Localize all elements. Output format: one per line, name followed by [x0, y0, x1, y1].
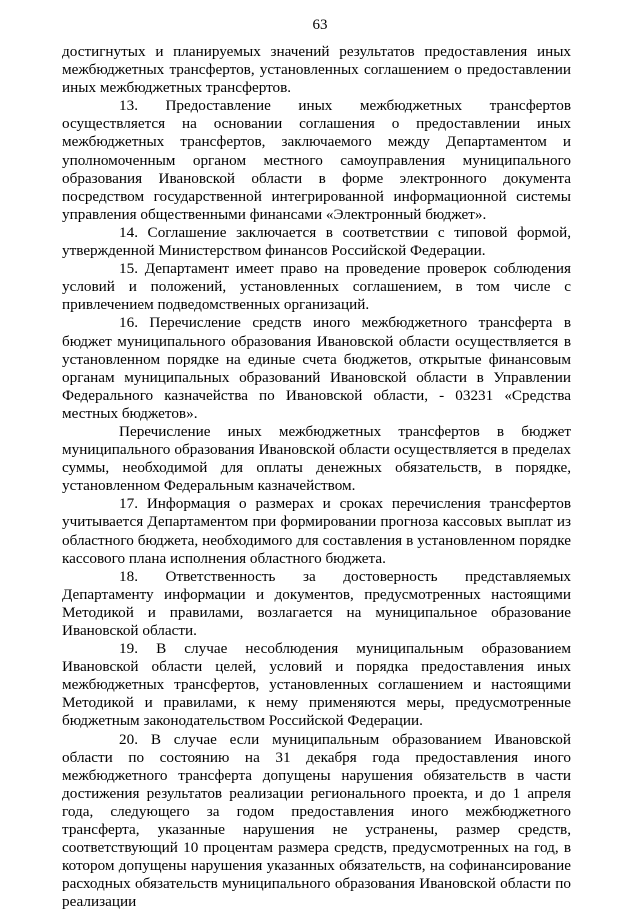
paragraph-20: 20. В случае если муниципальным образованием Ивановской области по состоянию на 31 декабря года предоставления иного межбюджетного трансферта допущены нарушения обязательств в части достижения результатов реализации регионального проекта, и до 1 апреля года, следующего за годом предоставления иного межбюджетного трансферта, указанные нарушения не устранены, размер средств, соответствующий 10 процентам размера средств, предусмотренных на год, в котором допущены нарушения указанных обязательств, на софинансирование расходных обязательств муниципального образования Ивановской области по реализации — [62, 730, 571, 911]
paragraph-13: 13. Предоставление иных межбюджетных трансфертов осуществляется на основании соглашения о предоставлении иных межбюджетных трансфертов, заключаемого между Департаментом и уполномоченным органом местного самоуправления муниципального образования Ивановской области в форме электронного документа посредством государственной интегрированной информационной системы управления общественными финансами «Электронный бюджет». — [62, 97, 571, 223]
paragraph-19: 19. В случае несоблюдения муниципальным образованием Ивановской области целей, условий и порядка предоставления иных межбюджетных трансфертов, установленных соглашением и настоящими Методикой и правилами, к нему применяются меры, предусмотренные бюджетным законодательством Российской Федерации. — [62, 640, 571, 730]
paragraph-continuation: достигнутых и планируемых значений результатов предоставления иных межбюджетных трансфертов, установленных соглашением о предоставлении иных межбюджетных трансфертов. — [62, 43, 571, 97]
paragraph-14: 14. Соглашение заключается в соответствии с типовой формой, утвержденной Министерством финансов Российской Федерации. — [62, 223, 571, 260]
page-number: 63 — [312, 17, 328, 33]
paragraph-16-transfer: Перечисление иных межбюджетных трансфертов в бюджет муниципального образования Ивановской области осуществляется в пределах суммы, необходимой для оплаты денежных обязательств, в порядке, установленном Федеральным казначейством. — [62, 422, 571, 495]
paragraph-16: 16. Перечисление средств иного межбюджетного трансферта в бюджет муниципального образования Ивановской области осуществляется в установленном порядке на единые счета бюджетов, открытые финансовым органам муниципальных образований Ивановской области в Управлении Федерального казначейства по Ивановской области, - 03231 «Средства местных бюджетов». — [62, 314, 571, 422]
paragraph-15: 15. Департамент имеет право на проведение проверок соблюдения условий и положений, установленных соглашением, в том числе с привлечением подведомственных организаций. — [62, 260, 571, 314]
document-body — [62, 43, 571, 912]
paragraph-17: 17. Информация о размерах и сроках перечисления трансфертов учитывается Департаментом при формировании прогноза кассовых выплат из областного бюджета, необходимого для составления в установленном порядке кассового плана исполнения областного бюджета. — [62, 495, 571, 567]
paragraph-18: 18. Ответственность за достоверность представляемых Департаменту информации и документов, предусмотренных настоящими Методикой и правилами, возлагается на муниципальное образование Ивановской области. — [62, 567, 571, 639]
